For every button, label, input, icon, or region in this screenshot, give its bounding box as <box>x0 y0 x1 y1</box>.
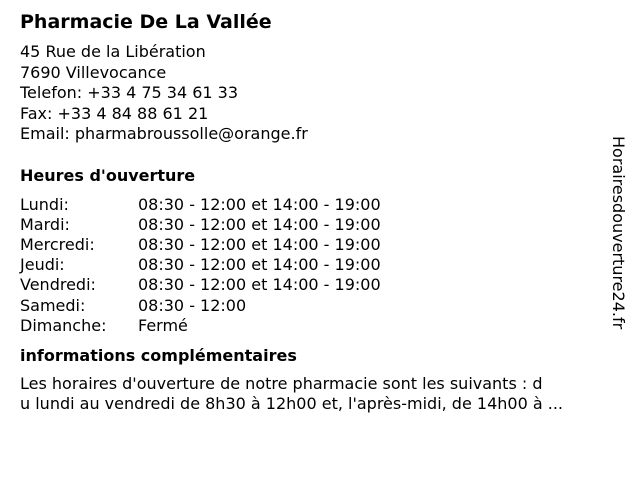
hours-row-saturday <box>20 296 610 316</box>
hours-time: 08:30 - 12:00 <box>138 295 247 315</box>
hours-row-sunday <box>20 316 610 336</box>
address-block <box>20 42 610 145</box>
hours-row-wednesday <box>20 235 610 255</box>
hours-table <box>20 195 610 336</box>
info-text <box>20 374 610 415</box>
hours-day: Lundi: <box>20 194 69 214</box>
address-street: 45 Rue de la Libération <box>20 42 206 61</box>
hours-day: Samedi: <box>20 295 86 315</box>
hours-day: Dimanche: <box>20 315 107 335</box>
hours-time: 08:30 - 12:00 et 14:00 - 19:00 <box>138 194 381 214</box>
hours-row-monday <box>20 195 610 215</box>
hours-time: Fermé <box>138 315 188 335</box>
hours-time: 08:30 - 12:00 et 14:00 - 19:00 <box>138 214 381 234</box>
hours-time: 08:30 - 12:00 et 14:00 - 19:00 <box>138 234 381 254</box>
hours-row-tuesday <box>20 215 610 235</box>
hours-day: Mercredi: <box>20 234 95 254</box>
pharmacy-name: Pharmacie De La Vallée <box>20 11 272 33</box>
phone-number: Telefon: +33 4 75 34 61 33 <box>20 83 239 102</box>
hours-row-thursday <box>20 255 610 275</box>
hours-day: Mardi: <box>20 214 70 234</box>
fax-number: Fax: +33 4 84 88 61 21 <box>20 103 209 123</box>
info-text-line: u lundi au vendredi de 8h30 à 12h00 et, l'après-midi, de 14h00 à ... <box>20 394 563 414</box>
hours-time: 08:30 - 12:00 et 14:00 - 19:00 <box>138 255 381 275</box>
info-heading: informations complémentaires <box>20 345 297 365</box>
site-watermark: Horairesdouverture24.fr <box>609 136 628 330</box>
hours-row-friday <box>20 275 610 295</box>
pharmacy-page <box>20 10 610 415</box>
email-address: Email: pharmabroussolle@orange.fr <box>20 124 308 143</box>
info-text-line: Les horaires d'ouverture de notre pharmacie sont les suivants : d <box>20 373 543 393</box>
address-city: 7690 Villevocance <box>20 62 167 82</box>
hours-time: 08:30 - 12:00 et 14:00 - 19:00 <box>138 275 381 295</box>
hours-heading: Heures d'ouverture <box>20 165 196 185</box>
hours-day: Vendredi: <box>20 275 96 295</box>
hours-day: Jeudi: <box>20 255 65 275</box>
